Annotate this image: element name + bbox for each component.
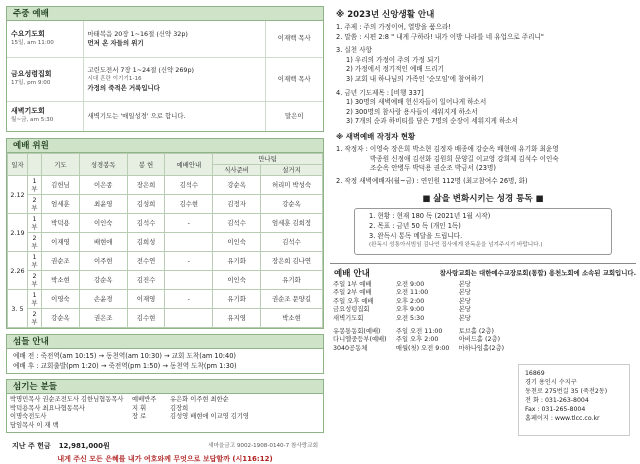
guide-line: 3. 실천 사항 — [336, 46, 372, 55]
guide-line: 3) 7개의 순과 하비티를 담은 7명의 순장이 세워지게 하소서 — [346, 117, 519, 126]
meal-cell: 이인숙 — [213, 233, 261, 252]
address-line: 홈페이지 : www.tlcc.co.kr — [525, 415, 600, 422]
date-cell: 2.19 — [8, 214, 28, 252]
service-time: 15일, am 11:00 — [11, 39, 54, 46]
col-manna: 만나팀 — [213, 154, 323, 165]
meal-cell: 유기화 — [213, 252, 261, 271]
info-service: 주일 오후 예배 — [333, 297, 374, 305]
offering-cell: 김수현 — [127, 309, 165, 328]
col-sub — [28, 154, 42, 176]
preacher: 이재백 목사 — [265, 57, 323, 101]
worship-table — [7, 21, 323, 131]
minister-cell: 박명민목사 권순조전도사 김한님협동목사 — [10, 396, 124, 403]
sub-cell: 1부 — [28, 176, 42, 195]
sub-cell: 1부 — [28, 214, 42, 233]
ministers-box — [6, 394, 324, 433]
dish-cell: 권순조 문양길 — [261, 290, 323, 309]
worship-box — [6, 21, 324, 132]
info-time: 오후 9:00 — [395, 306, 425, 314]
info-place: 본당 — [458, 297, 471, 305]
reading-cell: 이은종 — [79, 176, 127, 195]
guide-line: 1. 주제 : 주의 가정이여, 열방을 품으라! — [336, 23, 452, 31]
address-box — [518, 364, 630, 436]
sub-cell: 1부 — [28, 252, 42, 271]
col-dish: 설거지 — [261, 165, 323, 176]
col-prayer: 기도 — [42, 154, 80, 176]
meal-cell: 강순옥 — [213, 176, 261, 195]
dawn-title: ※ 새벽예배 작정자 현황 — [336, 131, 416, 141]
info-row — [330, 324, 510, 337]
date-cell: 2.26 — [8, 252, 28, 290]
col-meal: 식사준비 — [213, 165, 261, 176]
prayer-cell: 김헌님 — [42, 176, 80, 195]
schedule-line: 예배 후 : 교회출발(pm 1:20) → 죽전역(pm 1:50) → 동천역 도착(pm 1:30) — [13, 362, 237, 370]
reading-cell: 배현애 — [79, 233, 127, 252]
committee-heading: 예배 위원 — [6, 138, 324, 153]
dawn-line: 1. 작정자 : 이영숙 장은희 박소현 김정자 배종애 강순옥 배현애 유기화 최윤영 — [336, 144, 559, 153]
info-service: 유몽통동회(예배) — [333, 327, 381, 335]
offering-cell: 김진수 — [127, 271, 165, 290]
info-place: 아비드홀 (2층) — [458, 336, 501, 344]
prayer-cell: 박소현 — [42, 271, 80, 290]
preacher: 말은이 — [265, 101, 323, 131]
schedule-line: 예배 전 : 죽전역(am 10:15) → 동천역(am 10:30) → 교회 도착(am 10:40) — [13, 352, 236, 360]
info-title: 예배 안내 — [334, 268, 370, 279]
worship-row — [7, 57, 323, 101]
info-place: 본당 — [458, 315, 471, 323]
guide-line: 1) 우리의 가정이 주의 가정 되기 — [346, 55, 440, 64]
reading-cell: 권은조 — [79, 309, 127, 328]
offering-cell: 전수연 — [127, 252, 165, 271]
guide-cell: - — [165, 252, 213, 271]
info-service: 다니엘중등부(예배) — [333, 336, 387, 344]
guide-cell: 김석수 — [165, 176, 213, 195]
bible-title: ■ 삶을 변화시키는 성경 통독 ■ — [422, 194, 544, 205]
reading-cell: 손윤경 — [79, 290, 127, 309]
dawn-line: 조순옥 안병두 박덕용 권순조 박금서 (23명) — [370, 164, 496, 173]
guide-lines — [330, 23, 636, 127]
guide-line: 2. 말씀 : 시편 2:8 " 내게 구하라! 내가 이방 나라를 네 유업으로 주리니" — [336, 32, 544, 41]
info-row — [330, 281, 510, 290]
ministers-table — [7, 396, 323, 430]
col-date: 일자 — [8, 154, 28, 176]
info-time: 주일 오전 11:00 — [395, 327, 443, 335]
info-time: 오전 9:00 — [395, 280, 425, 288]
committee-row — [8, 176, 323, 195]
committee-row — [8, 271, 323, 290]
sermon-text: 새벽기도는 '매일성경' 으로 합니다. — [87, 111, 186, 120]
committee-row — [8, 214, 323, 233]
meal-cell: 유기화 — [213, 290, 261, 309]
prayer-cell: 강순옥 — [42, 309, 80, 328]
dish-cell: 엄세훈 김희정 — [261, 214, 323, 233]
committee-row — [8, 252, 323, 271]
info-time: 주일 오후 2:00 — [395, 336, 439, 344]
guide-cell — [165, 233, 213, 252]
info-service: 주일 2부 예배 — [333, 289, 372, 297]
col-guide: 예배안내 — [165, 154, 213, 176]
offering-line — [6, 441, 324, 451]
dish-cell: 장은희 김나연 — [261, 252, 323, 271]
committee-box — [6, 153, 324, 329]
prayer-cell: 이재영 — [42, 233, 80, 252]
info-place: 토브홀 (2층) — [458, 327, 494, 335]
dish-cell: 유기화 — [261, 271, 323, 290]
meal-cell: 김정자 — [213, 195, 261, 214]
offering-cell: 김희성 — [127, 233, 165, 252]
prayer-cell: 권순조 — [42, 252, 80, 271]
sermon-text: 고린도전서 7장 1~24절 (신약 269p) — [87, 65, 195, 74]
guide-title: ※ 2023년 신앙생활 안내 — [336, 10, 435, 20]
date-cell: 2.12 — [8, 176, 28, 214]
schedule-box — [6, 349, 324, 374]
offering-amount: 12,981,000원 — [58, 442, 110, 451]
bible-box — [354, 208, 612, 254]
preacher: 이재백 목사 — [265, 21, 323, 57]
sub-cell: 2부 — [28, 195, 42, 214]
guide-cell — [165, 271, 213, 290]
address-line: 16869 — [525, 370, 545, 377]
sermon-title: 가정의 죽적은 거룩입니다 — [87, 83, 160, 92]
prayer-cell: 박덕용 — [42, 214, 80, 233]
sub-cell: 1부 — [28, 290, 42, 309]
dish-cell: 김석수 — [261, 233, 323, 252]
service-name: 금요성령집회 — [11, 70, 52, 78]
info-time: 오전 5:30 — [395, 315, 425, 323]
guide-line: 3) 교회 내 하나님의 가족인 '순모임'에 참여하기 — [346, 74, 484, 83]
info-place: 마하나임홀(2층) — [458, 344, 505, 352]
dish-cell: 박소현 — [261, 309, 323, 328]
info-service: 새벽기도회 — [333, 315, 364, 323]
info-place: 본당 — [458, 280, 471, 288]
info-service: 금요성령집회 — [333, 306, 370, 314]
service-time: 17일, pm 9:00 — [11, 80, 51, 86]
sermon-text: 마태복음 20장 1~16절 (신약 32p) — [87, 29, 188, 38]
committee-row — [8, 309, 323, 328]
service-name: 수요기도회 — [11, 29, 45, 38]
dish-cell: 허리미 박성숙 — [261, 176, 323, 195]
minister-role: 지 휘 — [132, 404, 147, 412]
info-time: 오후 2:00 — [395, 297, 425, 305]
meal-cell: 김석수 — [213, 214, 261, 233]
minister-cell: 박덕용목사 최요나협동목사 — [10, 404, 85, 412]
offering-cell: 이재영 — [127, 290, 165, 309]
reading-cell: 강순옥 — [79, 271, 127, 290]
guide-line: 1) 30명의 새벽예배 헌신자들이 일어나게 하소서 — [346, 98, 487, 107]
dish-cell: 강순옥 — [261, 195, 323, 214]
info-row — [330, 306, 510, 315]
service-name: 새벽기도회 — [11, 107, 45, 116]
info-service: 주일 1부 예배 — [333, 280, 372, 288]
committee-table — [7, 153, 323, 328]
guide-line: 4. 금년 기도제목 : [비행 337] — [336, 88, 424, 97]
committee-row — [8, 290, 323, 309]
guide-cell: - — [165, 214, 213, 233]
guide-cell: - — [165, 290, 213, 309]
ministers-heading: 섬기는 분들 — [6, 379, 324, 394]
info-service: 3040공동체 — [333, 344, 368, 352]
guide-line: 2) 300명의 참사랑 용사들이 세워지게 하소서 — [346, 107, 478, 116]
info-row — [330, 336, 510, 345]
offering-cell: 장은희 — [127, 176, 165, 195]
sub-cell: 2부 — [28, 309, 42, 328]
info-note: 참사랑교회는 대한예수교장로회(통합) 용천노회에 소속된 교회입니다. — [439, 269, 636, 278]
sermon-sub: 시대 흔란 이기기1-16 — [87, 75, 142, 82]
bible-line: 2. 목표 : 금년 50 독 (개인 1독) — [369, 221, 461, 230]
verse: 내게 주신 모든 은혜를 내가 여호와께 무엇으로 보답할까 (시116:12) — [57, 455, 273, 464]
offering-label: 지난 주 헌금 — [12, 442, 51, 451]
info-table — [330, 281, 510, 354]
sub-cell: 2부 — [28, 271, 42, 290]
minister-role: 예배반주 — [132, 396, 157, 403]
minister-role: 장 로 — [132, 413, 147, 421]
left-column — [6, 6, 324, 464]
dawn-lines — [330, 145, 636, 186]
address-line: Fax : 031-265-8004 — [525, 406, 586, 413]
guide-cell: 김수현 — [165, 195, 213, 214]
prayer-cell: 엄세훈 — [42, 195, 80, 214]
meal-cell: 유지영 — [213, 309, 261, 328]
committee-row — [8, 233, 323, 252]
info-row — [330, 345, 510, 354]
info-header — [330, 263, 636, 279]
minister-cell: 이명숙전도사 — [10, 413, 47, 421]
minister-cell: 담임목사 이 재 백 — [10, 421, 59, 429]
service-time: 월~금, am 5:30 — [11, 117, 54, 124]
sub-cell: 2부 — [28, 233, 42, 252]
date-cell: 3. 5 — [8, 290, 28, 328]
right-column — [330, 6, 636, 442]
reading-cell: 최윤영 — [79, 195, 127, 214]
col-reading: 성경봉독 — [79, 154, 127, 176]
minister-cell: 유은화 이주현 최한순 — [170, 396, 229, 403]
offering-cell: 김석수 — [127, 214, 165, 233]
bible-line: 1. 현황 : 현재 180 독 (2021년 1월 시작) — [369, 212, 491, 221]
guide-line: 2) 가정에서 정기적인 예배 드리기 — [346, 65, 444, 74]
info-time: 오전 11:00 — [395, 289, 429, 297]
meal-cell: 이인숙 — [213, 271, 261, 290]
committee-row — [8, 195, 323, 214]
minister-cell: 김성영 배현애 이교영 김기영 — [170, 413, 249, 421]
info-time: 매월(첫) 오전 9:00 — [395, 344, 450, 352]
minister-cell: 김장희 — [170, 404, 189, 412]
worship-row — [7, 101, 323, 131]
info-row — [330, 289, 510, 298]
dawn-line: 박종원 신정애 김선화 김원희 문양길 이교영 강희제 김석수 이인숙 — [370, 154, 559, 163]
worship-row — [7, 21, 323, 57]
committee-body — [8, 176, 323, 328]
info-place: 본당 — [458, 289, 471, 297]
offering-account: 새마을금고 9002-1908-0140-7 참사랑교회 — [208, 443, 318, 450]
offering-cell: 김성희 — [127, 195, 165, 214]
reading-cell: 이주현 — [79, 252, 127, 271]
address-line: 전 화 : 031-263-8004 — [525, 397, 589, 404]
guide-cell — [165, 309, 213, 328]
schedule-heading: 섬들 안내 — [6, 334, 324, 349]
dawn-line: 2. 작정 새벽예배자(월~금) : 연인원 112명 (최고참여수 26명, 화) — [336, 176, 528, 185]
info-row — [330, 315, 510, 324]
address-line: 경기 용인시 수지구 — [525, 379, 577, 386]
worship-heading: 주중 예배 — [6, 6, 324, 21]
address-line: 동천로 275번길 35 (죽전2동) — [525, 388, 608, 395]
sermon-title: 먼저 온 자들의 위기 — [87, 38, 144, 47]
bible-note: (완독시 성통아서빔임 김나연 집사에게 완독운을 넘겨주시기 바랍니다.) — [369, 242, 543, 249]
col-offering: 봉 헌 — [127, 154, 165, 176]
info-place: 본당 — [458, 306, 471, 314]
bible-line: 3. 완독시 통독 메달을 드립니다. — [369, 231, 463, 240]
reading-cell: 이인숙 — [79, 214, 127, 233]
prayer-cell: 이영숙 — [42, 290, 80, 309]
